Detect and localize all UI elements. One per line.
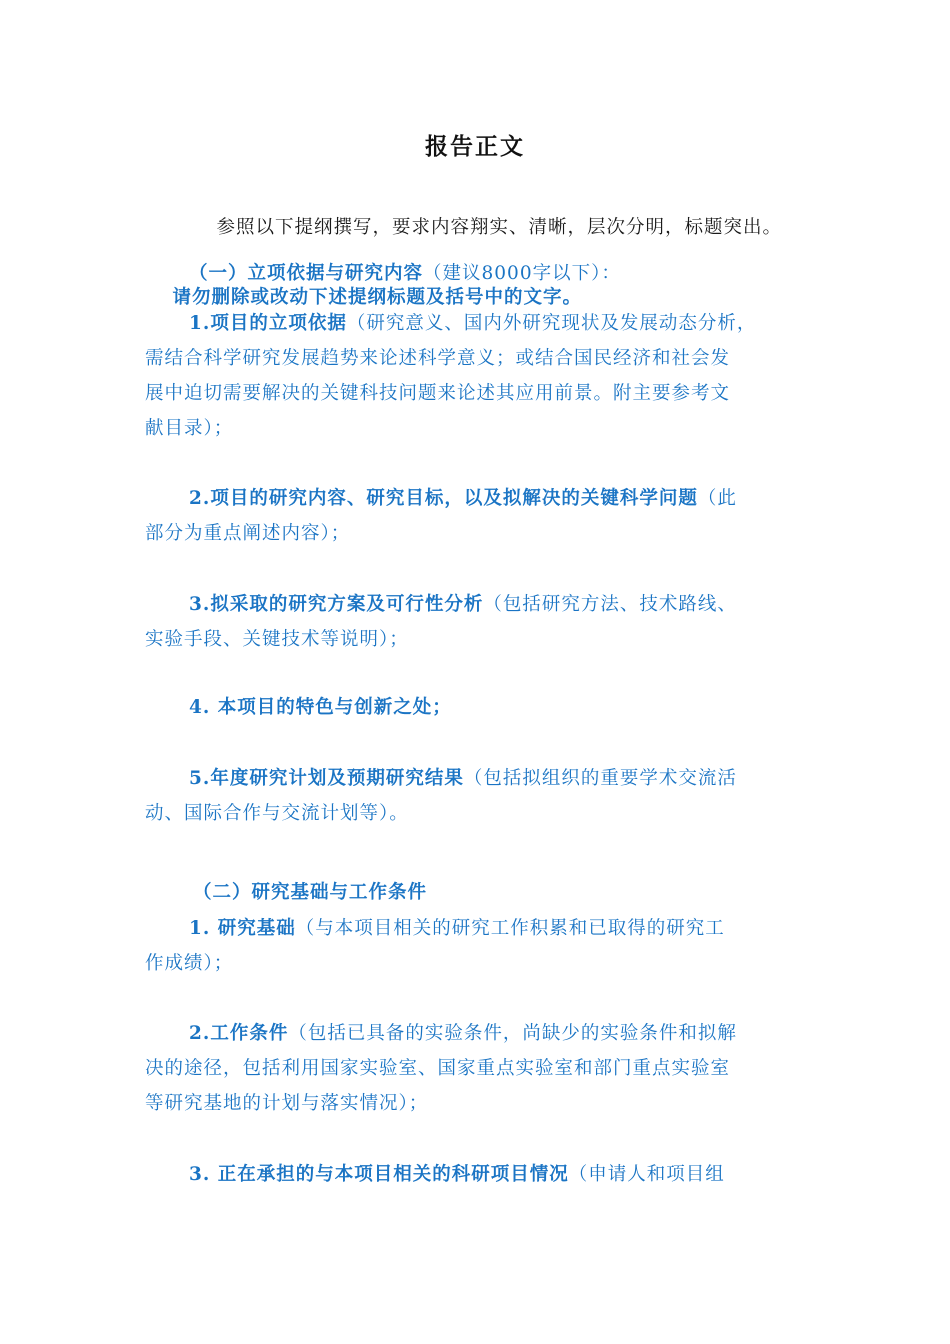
- outline-item-note: （包括已具备的实验条件，尚缺少的实验条件和拟解: [288, 1023, 737, 1044]
- outline-item-note: （申请人和项目组: [568, 1164, 725, 1185]
- outline-item-note: 献目录）；: [145, 418, 234, 439]
- outline-item-title: 2.项目的研究内容、研究目标，以及拟解决的关键科学问题: [189, 488, 698, 509]
- outline-item-title: 4. 本项目的特色与创新之处；: [189, 697, 452, 718]
- outline-item-title: 1.项目的立项依据: [189, 313, 347, 334]
- outline-item-title: 3.拟采取的研究方案及可行性分析: [189, 594, 484, 615]
- outline-item-note: 动、国际合作与交流计划等）。: [145, 803, 409, 824]
- outline-item-title: 5.年度研究计划及预期研究结果: [189, 768, 464, 789]
- intro-text: 参照以下提纲撰写，要求内容翔实、清晰，层次分明，标题突出。: [216, 217, 783, 238]
- outline-item-2-2: [145, 1016, 810, 1121]
- outline-item-note: 需结合科学研究发展趋势来论述科学意义；或结合国民经济和社会发: [145, 348, 731, 369]
- warning-text: 请勿删除或改动下述提纲标题及括号中的文字。: [172, 287, 583, 308]
- outline-item-1-4: [145, 690, 810, 725]
- section-heading: （二）研究基础与工作条件: [193, 882, 428, 903]
- outline-item-note: （包括研究方法、技术路线、: [483, 594, 737, 615]
- outline-item-note: （研究意义、国内外研究现状及发展动态分析，: [346, 313, 757, 334]
- outline-item-note: 实验手段、关键技术等说明）；: [145, 629, 409, 650]
- outline-item-1-5: [145, 761, 810, 831]
- outline-item-note: （包括拟组织的重要学术交流活: [463, 768, 737, 789]
- outline-item-2-3: [145, 1157, 810, 1192]
- outline-item-1-3: [145, 587, 810, 657]
- outline-item-note: 决的途径，包括利用国家实验室、国家重点实验室和部门重点实验室: [145, 1058, 731, 1079]
- section-2-heading: [145, 875, 810, 910]
- outline-item-1-1: [145, 306, 810, 446]
- section-heading-note: （建议8000字以下）：: [423, 263, 621, 284]
- outline-item-2-1: [145, 911, 810, 981]
- outline-item-title: 1. 研究基础: [189, 918, 296, 939]
- section-heading: （一）立项依据与研究内容: [189, 263, 424, 284]
- outline-item-note: （与本项目相关的研究工作积累和已取得的研究工: [295, 918, 725, 939]
- outline-item-note: 部分为重点阐述内容）；: [145, 523, 351, 544]
- outline-item-note: 展中迫切需要解决的关键科技问题来论述其应用前景。附主要参考文: [145, 383, 731, 404]
- outline-item-note: 作成绩）；: [145, 953, 234, 974]
- outline-item-note: 等研究基地的计划与落实情况）；: [145, 1093, 429, 1114]
- outline-item-note: （此: [697, 488, 737, 509]
- outline-item-1-2: [145, 481, 810, 551]
- page-title: 报告正文: [425, 133, 525, 160]
- section-1-heading: [145, 256, 810, 291]
- outline-item-title: 3. 正在承担的与本项目相关的科研项目情况: [189, 1164, 569, 1185]
- outline-item-title: 2.工作条件: [189, 1023, 289, 1044]
